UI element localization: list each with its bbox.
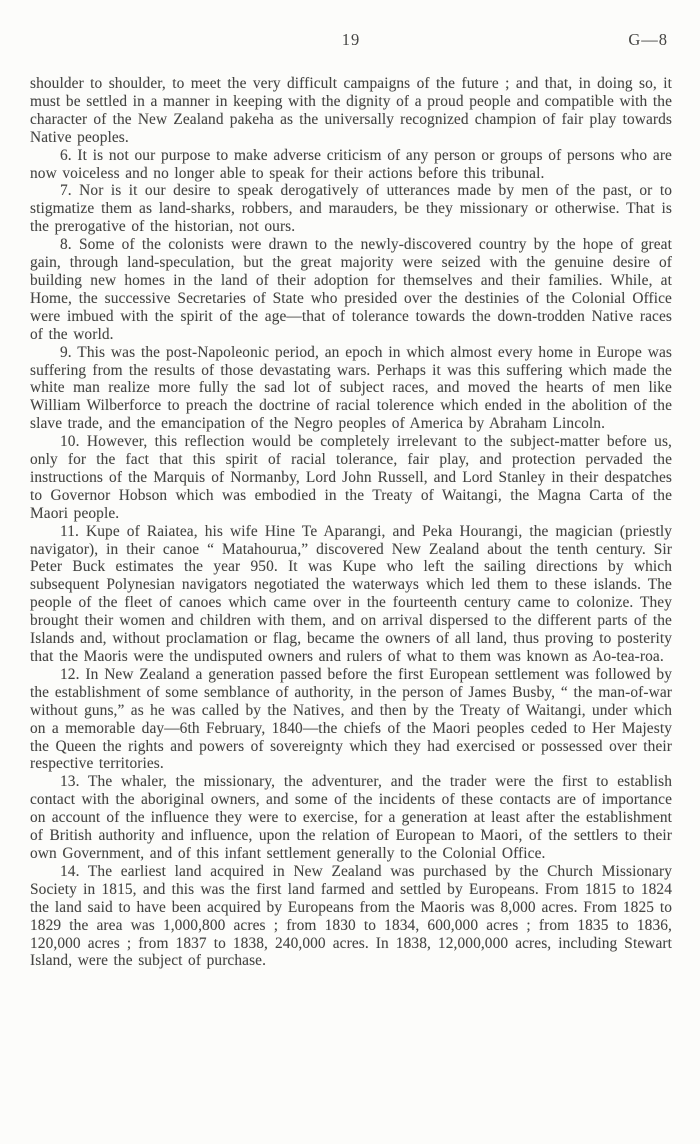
page-code: G—8 (628, 30, 668, 49)
paragraph-8: 8. Some of the colonists were drawn to the newly-discovered country by the hope of great gain, through land-speculation, but the great majority were seized with the genuine desire of building new homes in the land of their adoption for themselves and their families. While, at Home, the successive Secretaries of State who presided over the destinies of the Colonial Office were imbued with the spirit of the age—that of tolerance towards the down-trodden Native races of the world. (30, 236, 672, 343)
paragraph-9: 9. This was the post-Napoleonic period, an epoch in which almost every home in Europe was suffering from the results of those devastating wars. Perhaps it was this suffering which made the white man realize more fully the sad lot of subject races, and moved the hearts of men like William Wilberforce to preach the doctrine of racial tolerence which ended in the abolition of the slave trade, and the emancipation of the Negro peoples of America by Abraham Lincoln. (30, 343, 672, 433)
page-header (30, 30, 672, 54)
paragraph-10: 10. However, this reflection would be completely irrelevant to the subject-matter before us, only for the fact that this spirit of racial tolerance, fair play, and protection pervaded the instructions of the Marquis of Normanby, Lord John Russell, and Lord Stanley in their despatches to Governor Hobson which was embodied in the Treaty of Waitangi, the Magna Carta of the Maori people. (30, 433, 672, 522)
page-number: 19 (341, 30, 361, 49)
paragraph-6: 6. It is not our purpose to make adverse criticism of any person or groups of persons who are now voiceless and no longer able to speak for their actions before this tribunal. (30, 146, 672, 182)
paragraph-continuation: shoulder to shoulder, to meet the very difficult campaigns of the future ; and that, in doing so, it must be settled in a manner in keeping with the dignity of a proud people and compatible with the character of the New Zealand pakeha as the universally recognized champion of fair play towards Native peoples. (30, 75, 672, 146)
paragraph-7: 7. Nor is it our desire to speak derogatively of utterances made by men of the past, or to stigmatize them as land-sharks, robbers, and marauders, be they missionary or otherwise. That is the prerogative of the historian, not ours. (30, 182, 672, 236)
paragraph-12: 12. In New Zealand a generation passed before the first European settlement was followed by the establishment of some semblance of authority, in the person of James Busby, “ the man-of-war without guns,” as he was called by the Natives, and then by the Treaty of Waitangi, under which on a memorable day—6th February, 1840—the chiefs of the Maori peoples ceded to Her Majesty the Queen the rights and powers of sovereignty which they had exercised or possessed over their respective territories. (30, 665, 672, 773)
document-body (30, 75, 672, 970)
paragraph-13: 13. The whaler, the missionary, the adventurer, and the trader were the first to establish contact with the aboriginal owners, and some of the incidents of these contacts are of importance on account of the influence they were to exercise, for a generation at least after the establishment of British authority and influence, upon the relation of European to Maori, of the settlers to their own Government, and of this infant settlement generally to the Colonial Office. (30, 773, 672, 862)
paragraph-14: 14. The earliest land acquired in New Zealand was purchased by the Church Missionary Society in 1815, and this was the first land farmed and settled by Europeans. From 1815 to 1824 the land said to have been acquired by Europeans from the Maoris was 8,000 acres. From 1825 to 1829 the area was 1,000,800 acres ; from 1830 to 1834, 600,000 acres ; from 1835 to 1836, 120,000 acres ; from 1837 to 1838, 240,000 acres. In 1838, 12,000,000 acres, including Stewart Island, were the subject of purchase. (30, 862, 672, 970)
paragraph-11: 11. Kupe of Raiatea, his wife Hine Te Aparangi, and Peka Hourangi, the magician (priestly navigator), in their canoe “ Matahourua,” discovered New Zealand about the tenth century. Sir Peter Buck estimates the year 950. It was Kupe who left the sailing directions by which subsequent Polynesian navigators negotiated the waterways which led them to these islands. The people of the fleet of canoes which came over in the fourteenth century came to colonize. They brought their women and children with them, and on arrival dispersed to the different parts of the Islands and, without proclamation or flag, became the owners of all land, thus proving to posterity that the Maoris were the undisputed owners and rulers of what to them was known as Ao-tea-roa. (30, 522, 672, 665)
